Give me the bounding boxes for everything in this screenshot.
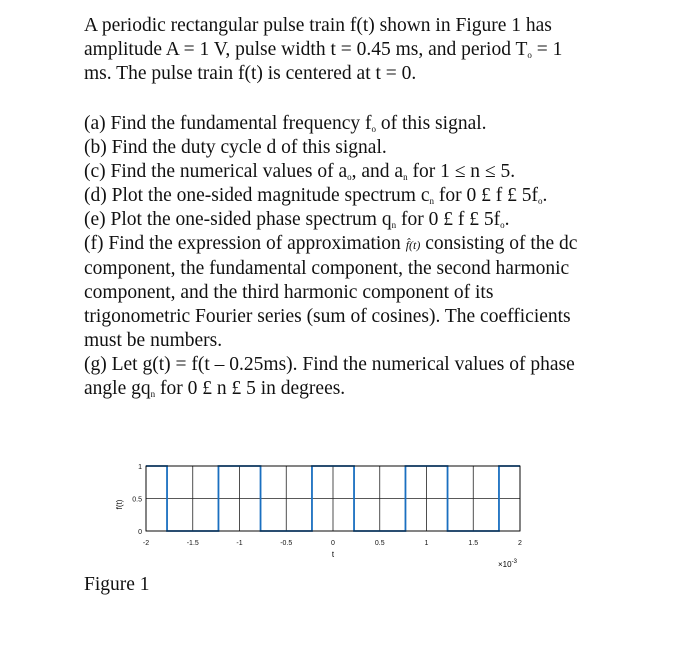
pulse-train-chart [110, 448, 550, 578]
x-tick-label: 1 [424, 540, 429, 547]
y-tick-label: 1 [138, 464, 142, 471]
part-f-line-4: trigonometric Fourier series (sum of cosines). The coefficients [84, 306, 571, 327]
part-d: (d) Plot the one-sided magnitude spectrum $c_n$ for 0 £ f £ $5f_o$. [84, 185, 548, 206]
x-tick-label: 2 [518, 540, 522, 547]
problem-parts [84, 112, 644, 401]
figure-1-plot [110, 448, 550, 583]
part-g-line-1: (g) Let g(t) = f(t – 0.25ms). Find the numerical values of phase [84, 354, 575, 375]
x-tick-label: 0 [331, 540, 335, 547]
x-tick-label: -1 [236, 540, 243, 547]
part-f-line-5: must be numbers. [84, 330, 223, 351]
y-tick-label: 0.5 [132, 496, 142, 504]
intro-line-1: A periodic rectangular pulse train f(t) shown in Figure 1 has [84, 15, 552, 36]
y-tick-label: 0 [138, 529, 142, 536]
intro-line-2: amplitude A = 1 V, pulse width t = 0.45 ms, and period $T_o = 1$ [84, 39, 563, 60]
part-f-line-3: component, and the third harmonic component of its [84, 282, 494, 303]
problem-intro [84, 14, 644, 86]
part-c: (c) Find the numerical values of $a_o$, and $a_n$ for 1 ≤ n ≤ 5. [84, 161, 516, 182]
x-tick-label: 1.5 [468, 540, 479, 547]
x-tick-label: -1.5 [186, 540, 199, 547]
part-f-line-2: component, the fundamental component, the second harmonic [84, 258, 570, 279]
part-a: (a) Find the fundamental frequency $f_o$ of this signal. [84, 113, 487, 134]
grid-lines [146, 466, 520, 531]
x-tick-label: 0.5 [374, 540, 385, 547]
part-b: (b) Find the duty cycle d of this signal. [84, 137, 387, 158]
f-hat-symbol: f̂(t) [405, 238, 421, 252]
part-g-line-2: angle $gq_n$ for 0 £ n £ 5 in degrees. [84, 378, 346, 399]
tick-labels [132, 464, 522, 547]
x-axis-label: t [331, 550, 335, 559]
intro-line-3: ms. The pulse train f(t) is centered at t = 0. [84, 63, 417, 84]
part-e: (e) Plot the one-sided phase spectrum $q_n$ for 0 £ f £ $5f_o$. [84, 209, 510, 230]
figure-caption: Figure 1 [84, 574, 150, 595]
part-f-line-1: (f) Find the expression of approximation f̂(t) consisting of the dc [84, 233, 578, 254]
y-axis-label: f(t) [115, 499, 124, 510]
problem-text [84, 14, 644, 401]
x-multiplier: $\times 10^{-3}$ [498, 559, 517, 569]
x-tick-label: -0.5 [280, 540, 293, 547]
x-tick-label: -2 [142, 540, 150, 547]
